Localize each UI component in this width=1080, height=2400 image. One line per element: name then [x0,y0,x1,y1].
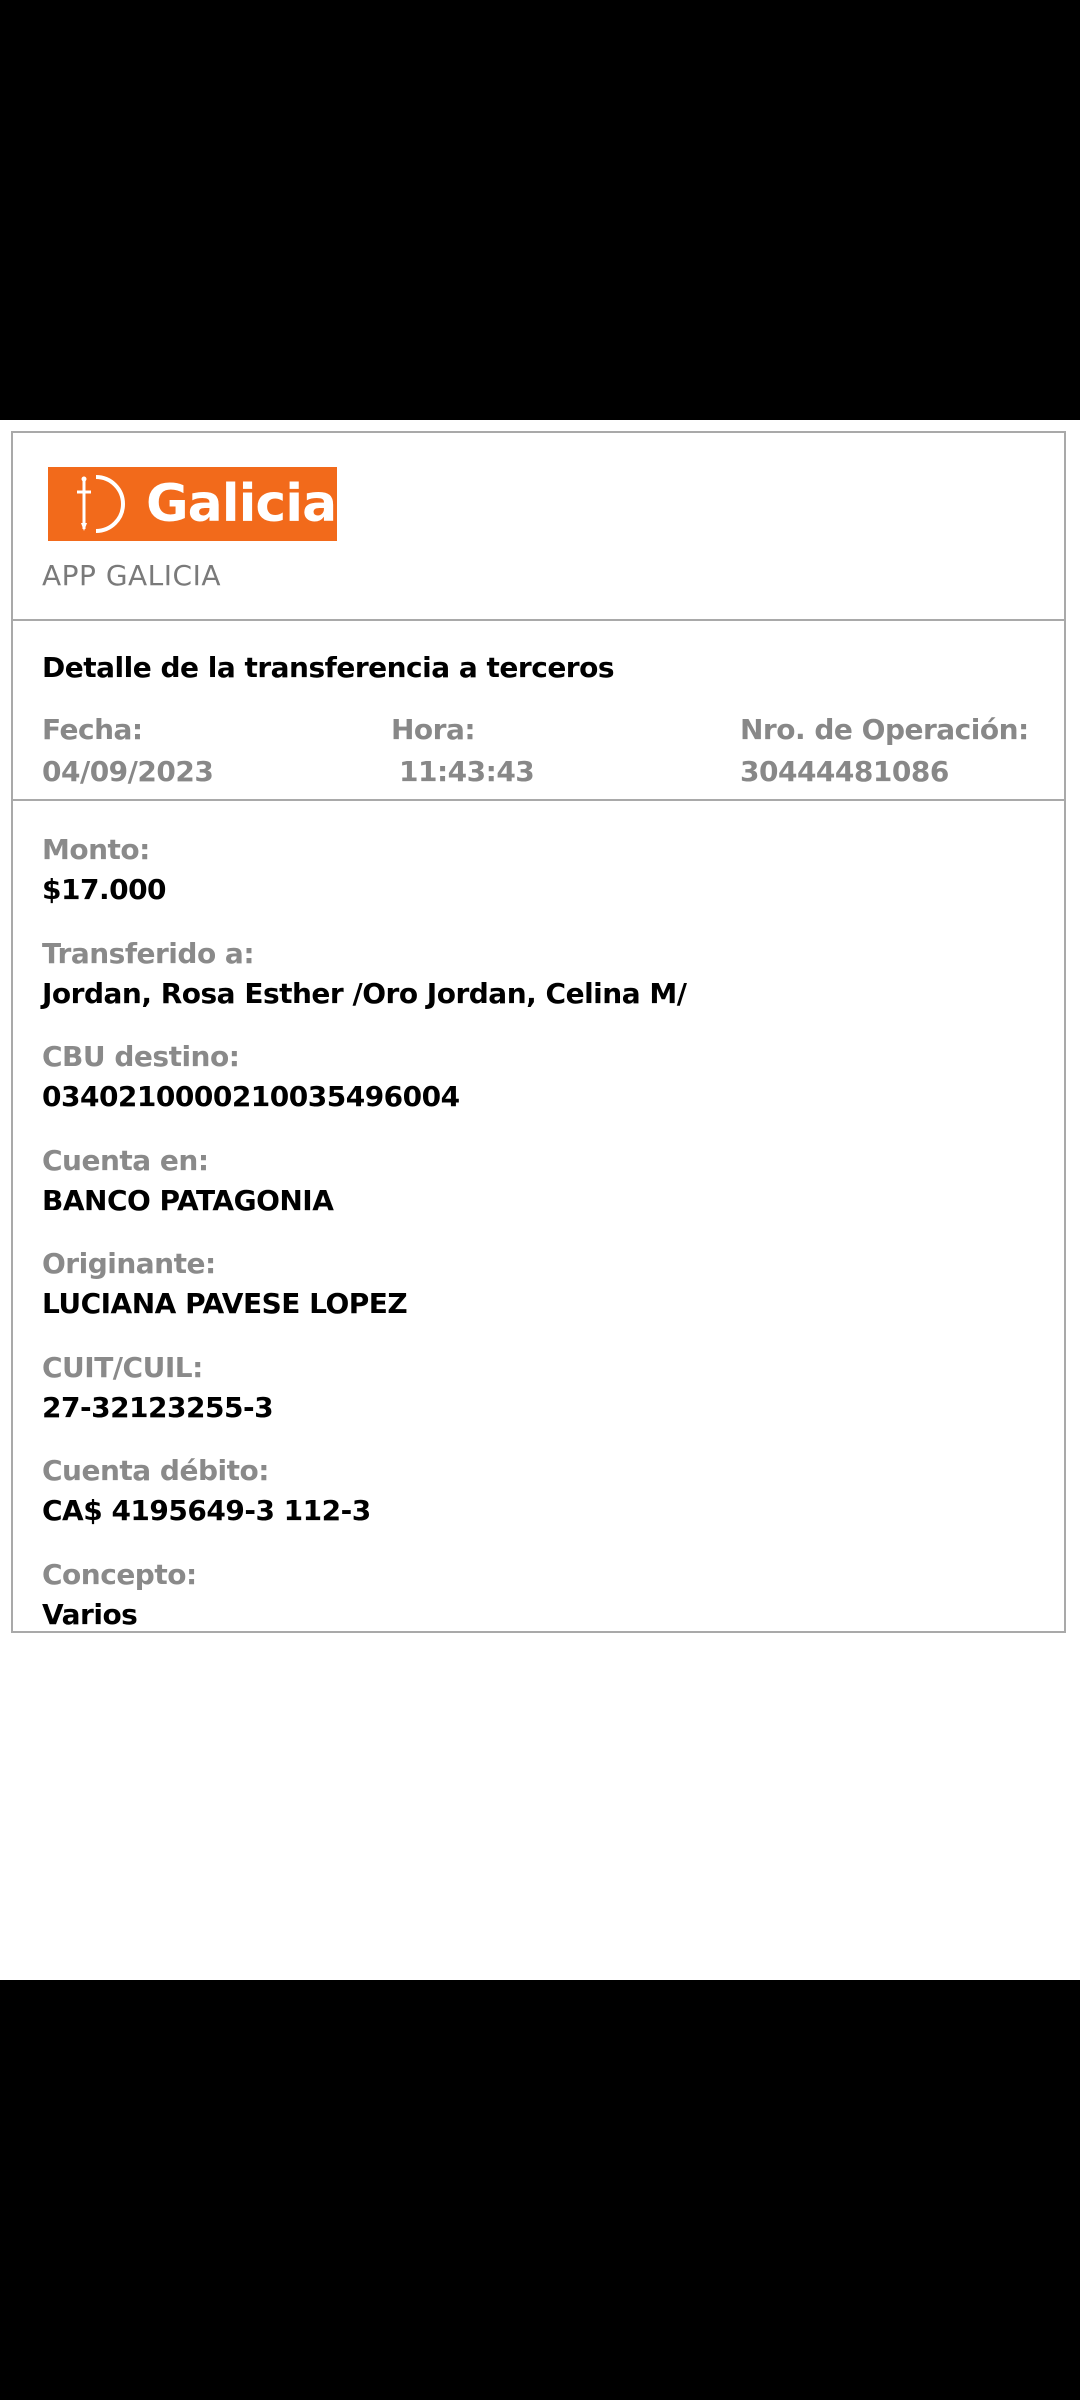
field-transferido-a [42,935,686,1013]
field-value: Jordan, Rosa Esther /Oro Jordan, Celina M/ [42,977,687,1010]
field-value: $17.000 [42,873,167,906]
field-label: Originante: [42,1247,216,1280]
field-value: 0340210000210035496004 [42,1080,460,1113]
field-monto [42,831,166,909]
field-label: CUIT/CUIL: [42,1351,203,1384]
field-value: BANCO PATAGONIA [42,1184,334,1217]
field-label: Transferido a: [42,937,255,970]
receipt-header [13,433,1064,621]
transfer-summary [13,621,1064,801]
field-value: LUCIANA PAVESE LOPEZ [42,1287,408,1320]
field-cbu-destino [42,1038,460,1116]
transfer-receipt [11,431,1066,1633]
field-value: Varios [42,1598,138,1631]
field-value: CA$ 4195649-3 112-3 [42,1494,371,1527]
field-label: Cuenta en: [42,1144,209,1177]
field-label: Cuenta débito: [42,1454,269,1487]
field-cuenta-debito [42,1452,371,1530]
field-concepto [42,1556,197,1634]
fecha-value: 04/09/2023 [42,755,214,788]
top-black-area [0,0,1080,420]
hora-value: 11:43:43 [399,755,535,788]
field-value: 27-32123255-3 [42,1391,274,1424]
field-originante [42,1245,407,1323]
galicia-logo-icon [58,471,128,537]
galicia-logo [48,467,337,541]
field-cuenta-en [42,1142,333,1220]
field-label: Monto: [42,833,150,866]
fecha-label: Fecha: [42,713,143,746]
field-label: Concepto: [42,1558,197,1591]
hora-label: Hora: [391,713,476,746]
app-label: APP GALICIA [42,559,221,592]
logo-text: Galicia [146,474,337,534]
section-title: Detalle de la transferencia a terceros [42,651,615,684]
field-cuit-cuil [42,1349,273,1427]
operacion-value: 30444481086 [740,755,949,788]
operacion-label: Nro. de Operación: [740,713,1029,746]
field-label: CBU destino: [42,1040,240,1073]
bottom-black-area [0,1980,1080,2400]
